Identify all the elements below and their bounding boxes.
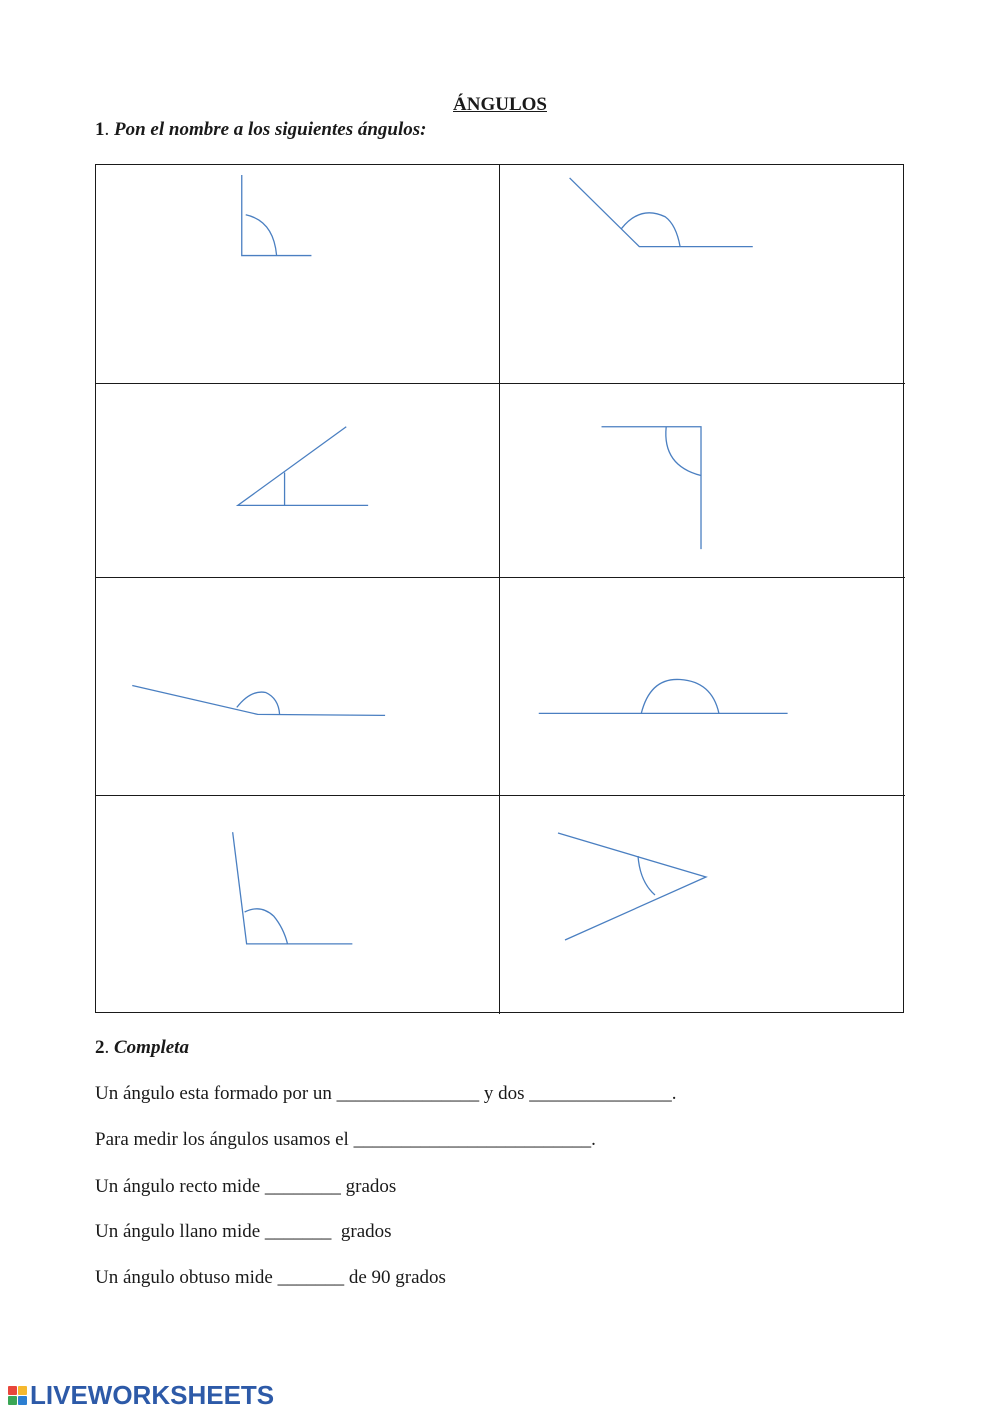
obtuse-angle-wide-figure [96,578,499,795]
logo-text: LIVEWORKSHEETS [30,1379,275,1410]
section-1-separator: . [104,119,114,140]
angle-cell-6 [500,578,905,796]
logo-block [18,1396,27,1405]
section-2-number: 2 [95,1037,105,1058]
section-2-instruction: Completa [114,1037,189,1058]
angles-table [95,164,904,1013]
acute-angle-pointing-right-figure [500,796,905,1014]
angle-cell-8 [500,796,905,1014]
fill-sentence-1[interactable]: Un ángulo esta formado por un _______________ y dos _______________. [95,1083,677,1104]
logo-blocks-icon [8,1386,27,1405]
right-angle-inverted-figure [500,384,905,577]
straight-angle-figure [500,578,905,795]
angle-cell-5 [96,578,500,796]
angle-cell-2 [500,165,905,384]
fill-sentence-2[interactable]: Para medir los ángulos usamos el _________________________. [95,1129,596,1150]
angle-cell-3 [96,384,500,578]
acute-angle-figure [96,384,499,577]
fill-sentence-3[interactable]: Un ángulo recto mide ________ grados [95,1176,397,1197]
obtuse-angle-steep-figure [96,796,499,1014]
section-2-heading [95,1037,189,1059]
logo-block [8,1396,17,1405]
right-angle-figure [96,165,499,383]
section-1-number: 1 [95,119,105,140]
obtuse-angle-figure [500,165,905,383]
section-1-heading [95,119,427,141]
section-2-separator: . [104,1037,114,1058]
fill-sentence-4[interactable]: Un ángulo llano mide _______ grados [95,1221,392,1242]
logo-block [18,1386,27,1395]
page-title: ÁNGULOS [453,94,547,115]
angle-cell-4 [500,384,905,578]
liveworksheets-logo [8,1380,274,1410]
angle-cell-1 [96,165,500,384]
section-1-instruction: Pon el nombre a los siguientes ángulos: [114,119,427,140]
fill-sentence-5[interactable]: Un ángulo obtuso mide _______ de 90 grados [95,1267,446,1288]
angle-cell-7 [96,796,500,1014]
logo-block [8,1386,17,1395]
